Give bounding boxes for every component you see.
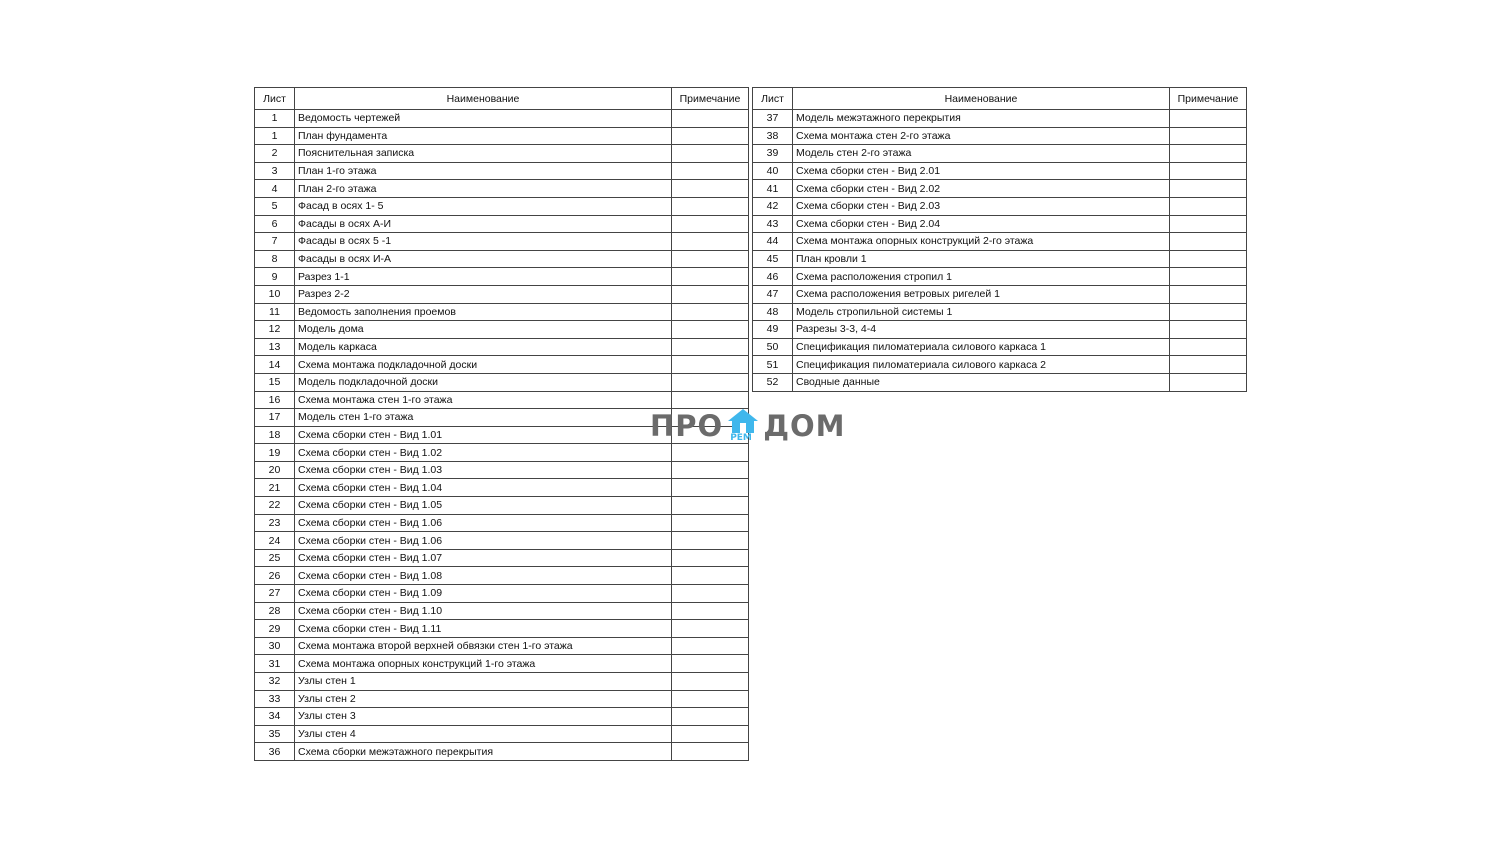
row-name: Сводные данные [793,373,1170,391]
row-note [1170,356,1247,374]
table-row [753,250,1247,268]
header-note: Примечание [1170,88,1247,110]
row-name: Модель стен 1-го этажа [295,409,672,427]
row-name: Спецификация пиломатериала силового каркаса 1 [793,338,1170,356]
row-sheet-number: 40 [753,162,793,180]
row-name: Пояснительная записка [295,145,672,163]
row-name: Схема сборки стен - Вид 1.08 [295,567,672,585]
row-note [1170,285,1247,303]
row-name: Разрез 1-1 [295,268,672,286]
table-row [255,250,749,268]
table-row [255,373,749,391]
row-note [672,373,749,391]
row-name: Схема сборки стен - Вид 1.02 [295,444,672,462]
row-name: Схема сборки стен - Вид 1.03 [295,461,672,479]
table-row [753,356,1247,374]
row-sheet-number: 2 [255,145,295,163]
table-row [753,180,1247,198]
table-row [255,725,749,743]
header-note: Примечание [672,88,749,110]
header-sheet: Лист [753,88,793,110]
row-name: Модель стен 2-го этажа [793,145,1170,163]
row-note [1170,250,1247,268]
row-sheet-number: 4 [255,180,295,198]
row-name: План фундамента [295,127,672,145]
header-name: Наименование [295,88,672,110]
row-note [672,620,749,638]
row-sheet-number: 5 [255,197,295,215]
table-row [255,162,749,180]
row-note [672,250,749,268]
row-note [672,708,749,726]
table-row [255,180,749,198]
row-name: Ведомость заполнения проемов [295,303,672,321]
row-sheet-number: 36 [255,743,295,761]
row-name: Схема расположения стропил 1 [793,268,1170,286]
row-sheet-number: 31 [255,655,295,673]
row-note [1170,373,1247,391]
row-sheet-number: 33 [255,690,295,708]
row-sheet-number: 11 [255,303,295,321]
row-sheet-number: 42 [753,197,793,215]
row-note [672,743,749,761]
row-note [672,725,749,743]
row-note [672,497,749,515]
table-header-row [255,88,749,110]
watermark-logo [650,406,846,446]
table-row [255,637,749,655]
row-sheet-number: 41 [753,180,793,198]
row-sheet-number: 34 [255,708,295,726]
table-row [255,233,749,251]
row-name: Схема сборки стен - Вид 2.01 [793,162,1170,180]
row-note [672,673,749,691]
table-body-right [753,110,1247,392]
table-row [255,497,749,515]
row-sheet-number: 3 [255,162,295,180]
row-note [672,145,749,163]
row-sheet-number: 51 [753,356,793,374]
row-name: Узлы стен 3 [295,708,672,726]
row-note [672,215,749,233]
row-name: Ведомость чертежей [295,110,672,128]
row-name: Модель подкладочной доски [295,373,672,391]
row-sheet-number: 24 [255,532,295,550]
table-row [255,197,749,215]
row-name: Схема сборки стен - Вид 1.06 [295,532,672,550]
row-note [672,356,749,374]
table-row [753,215,1247,233]
row-sheet-number: 39 [753,145,793,163]
row-sheet-number: 17 [255,409,295,427]
row-sheet-number: 26 [255,567,295,585]
header-name: Наименование [793,88,1170,110]
row-note [1170,197,1247,215]
row-note [672,321,749,339]
row-sheet-number: 29 [255,620,295,638]
row-note [672,180,749,198]
row-sheet-number: 19 [255,444,295,462]
row-sheet-number: 52 [753,373,793,391]
row-note [672,303,749,321]
row-name: Фасады в осях 5 -1 [295,233,672,251]
row-note [1170,127,1247,145]
row-sheet-number: 45 [753,250,793,268]
row-note [672,285,749,303]
row-note [672,444,749,462]
row-note [1170,145,1247,163]
row-sheet-number: 50 [753,338,793,356]
table-row [255,690,749,708]
row-note [1170,268,1247,286]
table-row [753,303,1247,321]
row-note [1170,162,1247,180]
table-row [753,285,1247,303]
logo-word-left: ПРО [650,409,724,443]
row-name: Модель стропильной системы 1 [793,303,1170,321]
row-note [672,690,749,708]
row-sheet-number: 21 [255,479,295,497]
row-sheet-number: 9 [255,268,295,286]
table-row [753,321,1247,339]
logo-word-right: ДОМ [763,409,846,443]
row-sheet-number: 38 [753,127,793,145]
row-note [672,567,749,585]
row-note [672,233,749,251]
table-row [255,215,749,233]
row-name: Фасады в осях И-А [295,250,672,268]
row-note [672,162,749,180]
row-sheet-number: 25 [255,549,295,567]
row-note [672,637,749,655]
row-sheet-number: 46 [753,268,793,286]
row-name: Схема сборки стен - Вид 2.03 [793,197,1170,215]
table-row [753,197,1247,215]
row-name: Схема сборки стен - Вид 1.04 [295,479,672,497]
row-note [1170,303,1247,321]
row-sheet-number: 48 [753,303,793,321]
table-row [255,514,749,532]
row-note [1170,321,1247,339]
table-row [255,673,749,691]
row-sheet-number: 7 [255,233,295,251]
row-sheet-number: 28 [255,602,295,620]
header-sheet: Лист [255,88,295,110]
row-sheet-number: 1 [255,127,295,145]
row-name: План кровли 1 [793,250,1170,268]
row-sheet-number: 23 [255,514,295,532]
row-name: Схема сборки стен - Вид 2.04 [793,215,1170,233]
row-sheet-number: 20 [255,461,295,479]
table-row [255,567,749,585]
row-name: Узлы стен 2 [295,690,672,708]
row-note [672,655,749,673]
row-name: Схема сборки стен - Вид 1.10 [295,602,672,620]
drawings-list-table-right [752,87,1247,392]
row-note [1170,180,1247,198]
row-note [672,532,749,550]
row-sheet-number: 13 [255,338,295,356]
row-name: Схема сборки стен - Вид 1.09 [295,585,672,603]
row-sheet-number: 6 [255,215,295,233]
row-name: Спецификация пиломатериала силового каркаса 2 [793,356,1170,374]
row-sheet-number: 14 [255,356,295,374]
row-name: Схема монтажа подкладочной доски [295,356,672,374]
table-row [255,285,749,303]
row-sheet-number: 12 [255,321,295,339]
row-name: Схема сборки стен - Вид 1.07 [295,549,672,567]
row-sheet-number: 43 [753,215,793,233]
row-note [672,585,749,603]
row-name: Схема монтажа второй верхней обвязки стен 1-го этажа [295,637,672,655]
row-name: Схема сборки стен - Вид 2.02 [793,180,1170,198]
row-sheet-number: 44 [753,233,793,251]
row-note [672,514,749,532]
row-note [672,338,749,356]
row-name: Схема сборки стен - Вид 1.11 [295,620,672,638]
table-header-row [753,88,1247,110]
row-note [672,127,749,145]
table-row [753,268,1247,286]
row-name: Модель каркаса [295,338,672,356]
row-sheet-number: 27 [255,585,295,603]
row-note [1170,233,1247,251]
row-name: Фасад в осях 1- 5 [295,197,672,215]
table-row [753,110,1247,128]
table-row [255,655,749,673]
table-row [255,585,749,603]
row-name: План 1-го этажа [295,162,672,180]
table-row [255,743,749,761]
row-name: Схема монтажа опорных конструкций 1-го этажа [295,655,672,673]
row-name: Схема сборки стен - Вид 1.01 [295,426,672,444]
table-row [255,338,749,356]
row-note [672,549,749,567]
table-row [255,356,749,374]
row-sheet-number: 37 [753,110,793,128]
table-row [753,162,1247,180]
row-sheet-number: 8 [255,250,295,268]
table-row [255,602,749,620]
row-name: Фасады в осях А-И [295,215,672,233]
row-sheet-number: 30 [255,637,295,655]
house-icon [727,408,759,444]
row-note [672,197,749,215]
row-name: Схема монтажа опорных конструкций 2-го этажа [793,233,1170,251]
table-row [255,549,749,567]
row-sheet-number: 22 [255,497,295,515]
table-row [255,444,749,462]
row-note [1170,215,1247,233]
table-row [255,127,749,145]
table-row [753,338,1247,356]
row-sheet-number: 18 [255,426,295,444]
logo-house-label: РЕМ [730,433,752,443]
table-row [255,532,749,550]
table-row [753,145,1247,163]
row-sheet-number: 47 [753,285,793,303]
table-row [255,110,749,128]
row-note [672,268,749,286]
row-sheet-number: 32 [255,673,295,691]
row-name: Разрезы 3-3, 4-4 [793,321,1170,339]
table-row [255,145,749,163]
row-name: Схема монтажа стен 1-го этажа [295,391,672,409]
row-name: Узлы стен 1 [295,673,672,691]
table-row [255,268,749,286]
row-name: Модель дома [295,321,672,339]
row-name: Разрез 2-2 [295,285,672,303]
row-name: Модель межэтажного перекрытия [793,110,1170,128]
row-note [1170,110,1247,128]
row-name: Узлы стен 4 [295,725,672,743]
row-note [672,479,749,497]
row-name: Схема сборки стен - Вид 1.06 [295,514,672,532]
row-sheet-number: 16 [255,391,295,409]
table-row [255,479,749,497]
table-row [753,233,1247,251]
table-row [753,373,1247,391]
row-name: Схема сборки стен - Вид 1.05 [295,497,672,515]
row-name: Схема расположения ветровых ригелей 1 [793,285,1170,303]
table-row [753,127,1247,145]
row-note [672,461,749,479]
table-row [255,708,749,726]
table-row [255,461,749,479]
row-note [1170,338,1247,356]
row-sheet-number: 15 [255,373,295,391]
row-note [672,110,749,128]
row-sheet-number: 1 [255,110,295,128]
table-row [255,620,749,638]
row-note [672,602,749,620]
row-name: Схема сборки межэтажного перекрытия [295,743,672,761]
row-sheet-number: 35 [255,725,295,743]
row-name: План 2-го этажа [295,180,672,198]
table-row [255,321,749,339]
row-sheet-number: 49 [753,321,793,339]
row-name: Схема монтажа стен 2-го этажа [793,127,1170,145]
row-sheet-number: 10 [255,285,295,303]
table-row [255,303,749,321]
